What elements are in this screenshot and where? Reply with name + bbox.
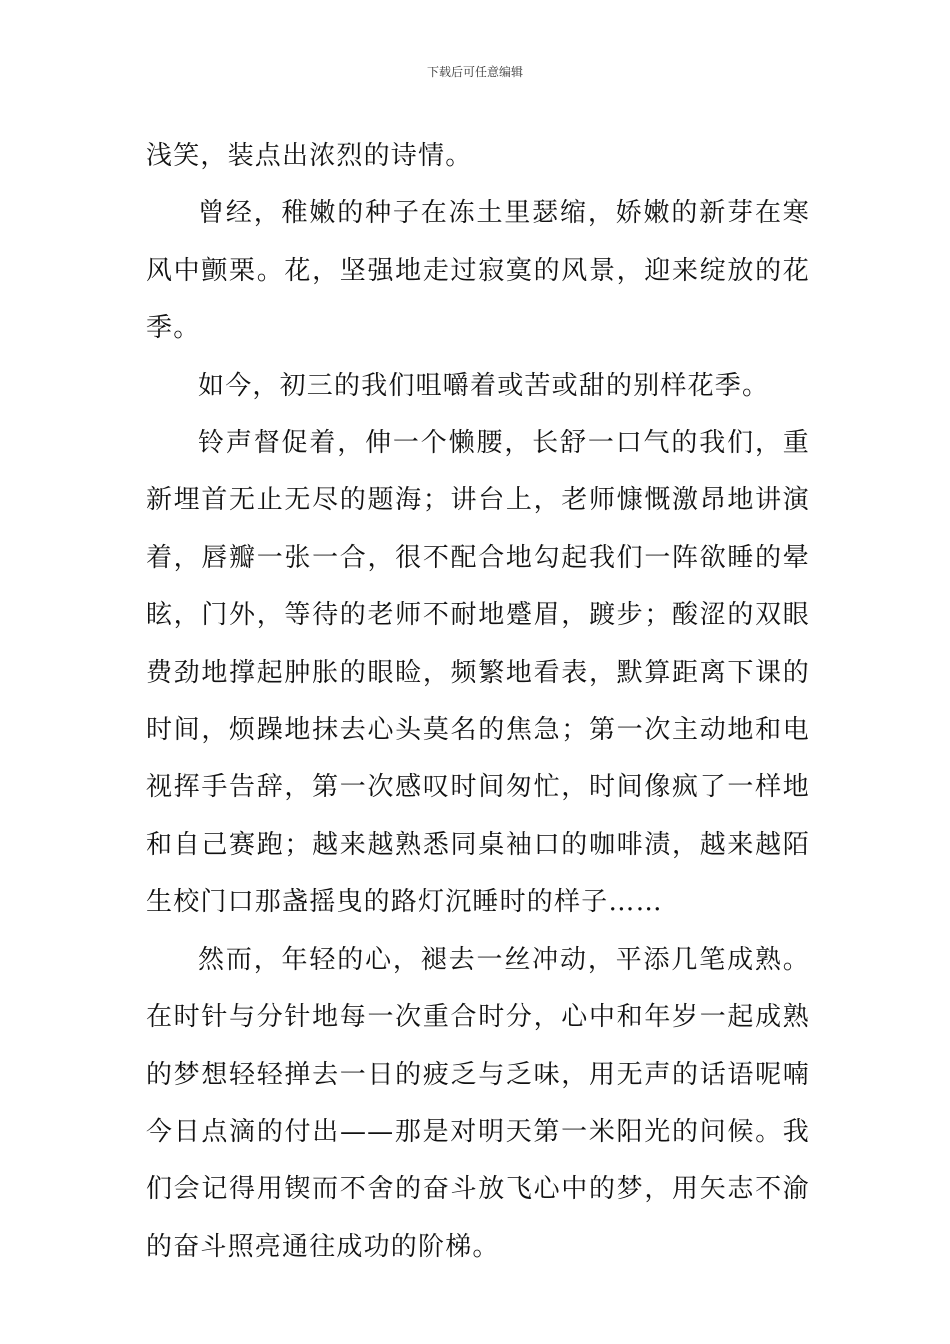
paragraph-3: 如今，初三的我们咀嚼着或苦或甜的别样花季。 [198, 370, 770, 401]
page-header: 下载后可任意编辑 [426, 65, 523, 79]
paragraph-1: 浅笑，装点出浓烈的诗情。 [146, 141, 473, 171]
paragraph-5: 然而，年轻的心，褪去一丝冲动，平添几笔成熟。在时针与分针地每一次重合时分，心中和年岁一起成熟的梦想轻轻掸去一日的疲乏与乏味，用无声的话语呢喃今日点滴的付出——那是对明天第一米阳光的问候。我们会记得用锲而不舍的奋斗放飞心中的梦，用矢志不渝的奋斗照亮通往成功的阶梯。 [146, 944, 810, 1262]
essay-body [146, 128, 810, 1276]
paragraph-2: 曾经，稚嫩的种子在冻土里瑟缩，娇嫩的新芽在寒风中颤栗。花，坚强地走过寂寞的风景，迎来绽放的花季。 [146, 198, 810, 344]
paragraph-4: 铃声督促着，伸一个懒腰，长舒一口气的我们，重新埋首无止无尽的题海；讲台上，老师慷慨激昂地讲演着，唇瓣一张一合，很不配合地勾起我们一阵欲睡的晕眩，门外，等待的老师不耐地蹙眉，踱步；酸涩的双眼费劲地撑起肿胀的眼睑，频繁地看表，默算距离下课的时间，烦躁地抹去心头莫名的焦急；第一次主动地和电视挥手告辞，第一次感叹时间匆忙，时间像疯了一样地和自己赛跑；越来越熟悉同桌袖口的咖啡渍，越来越陌生校门口那盏摇曳的路灯沉睡时的样子…… [146, 428, 810, 918]
